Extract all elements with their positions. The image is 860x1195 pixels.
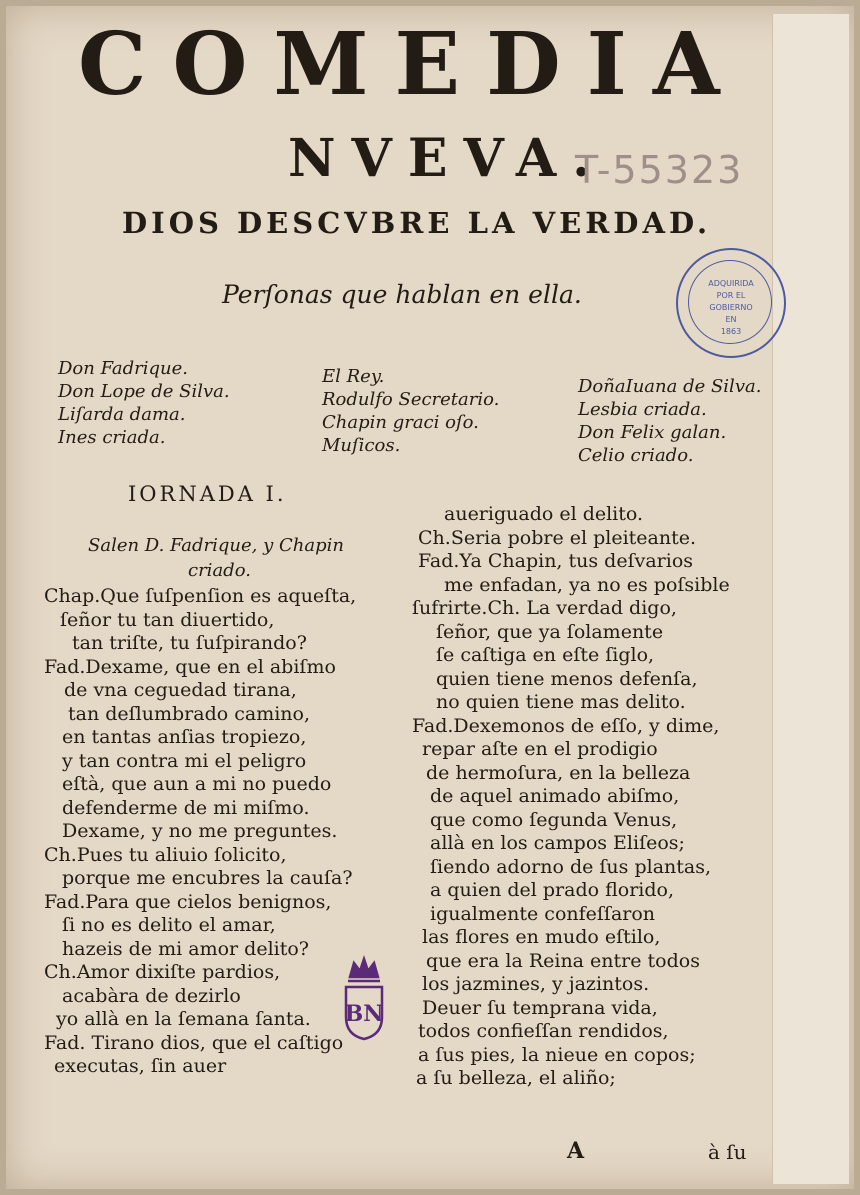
cast-column-2 [322, 365, 499, 457]
verse-line: Fad.Ya Chapin, tus deſvarios [418, 550, 694, 572]
cast-member: Celio criado. [578, 445, 694, 466]
verse-line: eſtà, que aun a mi no puedo [62, 773, 332, 795]
comedia-title: COMEDIA [78, 14, 746, 115]
cast-member: Muſicos. [322, 435, 401, 456]
left-verse-column [44, 585, 356, 1079]
library-stamp [676, 248, 786, 358]
verse-line: de vna ceguedad tirana, [64, 679, 297, 701]
stamp-line: 1863 [720, 327, 742, 336]
verse-line: hazeis de mi amor delito? [62, 937, 309, 960]
verse-line: Fad.Dexame, que en el abiſmo [44, 655, 336, 678]
stamp-line: GOBIERNO [709, 303, 753, 312]
right-verse-column [412, 503, 730, 1091]
bn-stamp-icon [336, 955, 392, 1043]
shelfmark: T-55323 [575, 148, 744, 192]
verse-line: que era la Reina entre todos [426, 949, 700, 972]
personas-heading: Perſonas que hablan en ella. [222, 280, 582, 309]
verse-line: aueriguado el delito. [444, 503, 644, 525]
verse-line: igualmente confeſſaron [430, 902, 656, 925]
verse-line: Ch.Pues tu aliuio ſolicito, [44, 843, 287, 866]
verse-line: me enfadan, ya no es poſsible [444, 573, 730, 596]
verse-line: ſeñor tu tan diuertido, [60, 608, 275, 631]
cast-member: Don Lope de Silva. [58, 381, 230, 402]
verse-line: no quien tiene mas delito. [436, 691, 686, 713]
stamp-line: EN [725, 315, 737, 324]
verse-line: yo allà en la ſemana ſanta. [56, 1008, 311, 1030]
cast-member: Don Fadrique. [58, 358, 188, 379]
verse-line: Chap.Que ſuſpenſion es aqueſta, [44, 585, 357, 607]
verse-line: en tantas anſias tropiezo, [62, 726, 307, 748]
verse-line: que como ſegunda Venus, [430, 808, 678, 831]
play-title: DIOS DESCVBRE LA VERDAD. [122, 206, 712, 240]
cast-column-3 [578, 375, 761, 467]
verse-line: defenderme de mi miſmo. [62, 796, 310, 819]
verse-line: a quien del prado florido, [430, 879, 675, 901]
verse-line: a ſus pies, la nieue en copos; [418, 1043, 696, 1066]
verse-line: y tan contra mi el peligro [62, 749, 307, 772]
stage-direction: Salen D. Fadrique, y Chapin [88, 535, 344, 556]
verse-line: de aquel animado abiſmo, [430, 785, 680, 807]
nueva-subtitle: NVEVA. [288, 128, 607, 189]
verse-line: todos confieſſan rendidos, [418, 1020, 669, 1042]
verse-line: ſeñor, que ya ſolamente [436, 620, 664, 643]
cast-member: DoñaIuana de Silva. [578, 376, 762, 397]
cast-member: Ines criada. [58, 427, 166, 448]
cast-member: El Rey. [322, 366, 385, 387]
verse-line: Deuer ſu temprana vida, [422, 996, 658, 1019]
cast-column-1 [58, 357, 230, 449]
verse-line: a ſu belleza, el aliño; [416, 1067, 616, 1089]
verse-line: allà en los campos Eliſeos; [430, 832, 685, 854]
verse-line: tan deſlumbrado camino, [68, 702, 310, 725]
verse-line: quien tiene menos defenſa, [436, 667, 698, 690]
bn-stamp-text: BN [344, 1001, 384, 1027]
cast-member: Don Felix galan. [578, 422, 727, 443]
verse-line: las flores en mudo eſtilo, [422, 926, 661, 948]
verse-line: ſe caſtiga en eſte ſiglo, [436, 644, 655, 666]
verse-line: Ch.Seria pobre el pleiteante. [418, 526, 697, 549]
stamp-line: POR EL [716, 291, 746, 300]
verse-line: repar aſte en el prodigio [422, 738, 658, 760]
verse-line: ſufrirte.Ch. La verdad digo, [412, 597, 677, 619]
verse-line: Dexame, y no me preguntes. [62, 820, 338, 842]
verse-line: ſiendo adorno de ſus plantas, [430, 855, 712, 878]
signature-mark: A [567, 1138, 585, 1164]
verse-line: porque me encubres la cauſa? [62, 867, 353, 889]
verse-line: executas, ſin auer [54, 1055, 227, 1077]
verse-line: de hermoſura, en la belleza [426, 761, 691, 784]
jornada-heading: IORNADA I. [128, 482, 287, 506]
verse-line: acabàra de dezirlo [62, 984, 241, 1007]
verse-line: tan triſte, tu ſuſpirando? [72, 632, 307, 654]
verse-line: Fad. Tirano dios, que el caſtigo [44, 1031, 344, 1054]
cast-member: Chapin graci oſo. [322, 412, 479, 433]
stage-direction: criado. [188, 560, 251, 581]
verse-line: los jazmines, y jazintos. [422, 973, 650, 995]
verse-line: ſi no es delito el amar, [62, 914, 276, 936]
cast-member: Rodulfo Secretario. [322, 389, 500, 410]
stamp-line: ADQUIRIDA [708, 279, 754, 288]
cast-member: Lesbia criada. [578, 399, 707, 420]
paper-strip [772, 14, 849, 1184]
cast-member: Liſarda dama. [58, 404, 186, 425]
verse-line: Fad.Dexemonos de eſſo, y dime, [412, 714, 720, 737]
verse-line: Fad.Para que cielos benignos, [44, 890, 332, 913]
catchword: à ſu [708, 1140, 747, 1164]
verse-line: Ch.Amor dixiſte pardios, [44, 961, 281, 983]
